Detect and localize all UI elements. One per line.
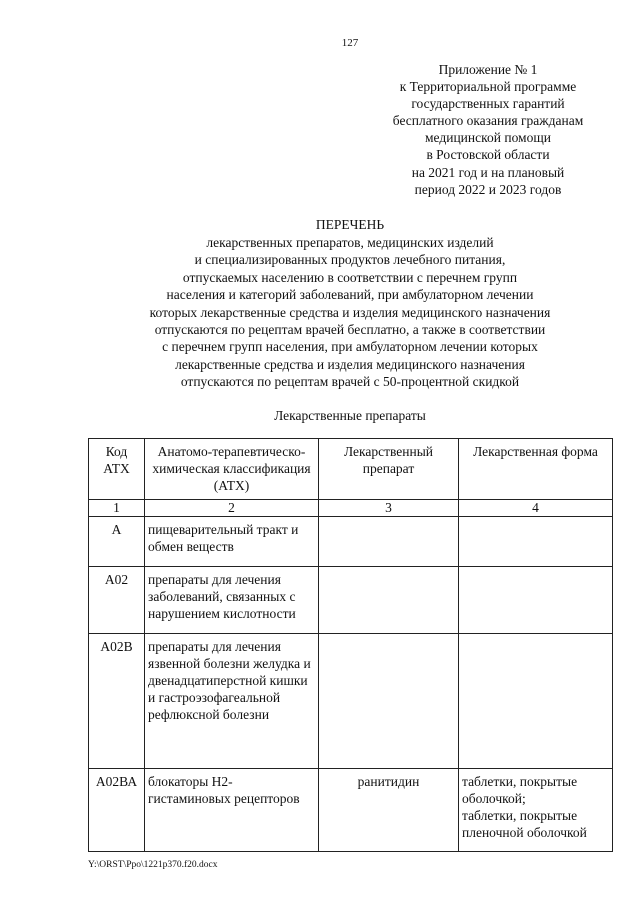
column-number: 2 <box>145 499 319 516</box>
cell-drug: ранитидин <box>319 768 459 851</box>
table-row <box>89 768 613 851</box>
cell-form <box>459 768 613 851</box>
cell-code: А02В <box>89 633 145 768</box>
column-number: 1 <box>89 499 145 516</box>
appendix-line: Приложение № 1 <box>438 62 538 77</box>
cell-code: А <box>89 516 145 566</box>
appendix-line: бесплатного оказания гражданам <box>392 113 584 129</box>
cell-classification: пищеварительный тракт и обмен веществ <box>145 516 319 566</box>
cell-drug <box>319 516 459 566</box>
cell-classification: блокаторы Н2-гистаминовых рецепторов <box>145 768 319 851</box>
appendix-line: период 2022 и 2023 годов <box>414 181 562 197</box>
cell-form <box>459 633 613 768</box>
document-subtitle <box>84 234 616 391</box>
header-drug: Лекарственный препарат <box>319 439 459 500</box>
appendix-line: в Ростовской области <box>426 147 550 163</box>
cell-classification: препараты для лечения заболеваний, связанных с нарушением кислотности <box>145 566 319 633</box>
header-code: Код АТХ <box>89 439 145 500</box>
appendix-line: государственных гарантий <box>411 96 565 112</box>
appendix-line: к Территориальной программе <box>399 79 577 95</box>
header-classification: Анатомо-терапевтическо-химическая классификация (АТХ) <box>145 439 319 500</box>
subtitle-line: населения и категорий заболеваний, при амбулаторном лечении <box>166 287 534 303</box>
form-line: таблетки, покрытые пленочной оболочкой <box>462 808 587 841</box>
cell-form <box>459 566 613 633</box>
header-form: Лекарственная форма <box>459 439 613 500</box>
drug-table <box>88 438 613 852</box>
appendix-line: на 2021 год и на плановый <box>411 164 565 180</box>
table-row <box>89 633 613 768</box>
cell-drug <box>319 633 459 768</box>
table-header-row <box>89 439 613 500</box>
page-number: 127 <box>341 37 359 49</box>
column-number-row <box>89 499 613 516</box>
appendix-block <box>376 61 600 198</box>
column-number: 4 <box>459 499 613 516</box>
appendix-line: медицинской помощи <box>425 130 551 146</box>
document-title: ПЕРЕЧЕНЬ <box>315 217 385 232</box>
form-line: таблетки, покрытые оболочкой; <box>462 773 578 806</box>
table-row <box>89 516 613 566</box>
section-title: Лекарственные препараты <box>274 408 426 423</box>
cell-code: А02ВА <box>89 768 145 851</box>
subtitle-line: и специализированных продуктов лечебного питания, <box>194 252 506 268</box>
subtitle-line: отпускаются по рецептам врачей бесплатно, а также в соответствии <box>154 322 546 338</box>
cell-classification: препараты для лечения язвенной болезни желудка и двенадцатиперстной кишки и гастроэзофагеальной рефлюксной болезни <box>145 633 319 768</box>
subtitle-line: отпускаются по рецептам врачей с 50-процентной скидкой <box>180 374 520 390</box>
subtitle-line: лекарственных препаратов, медицинских изделий <box>206 235 494 250</box>
cell-code: А02 <box>89 566 145 633</box>
table-row <box>89 566 613 633</box>
column-number: 3 <box>319 499 459 516</box>
subtitle-line: с перечнем групп населения, при амбулаторном лечении которых <box>162 339 538 355</box>
file-path-footer: Y:\ORST\Ppo\1221p370.f20.docx <box>88 860 218 870</box>
subtitle-line: лекарственные средства и изделия медицинского назначения <box>175 356 525 372</box>
cell-form <box>459 516 613 566</box>
cell-drug <box>319 566 459 633</box>
subtitle-line: отпускаемых населению в соответствии с перечнем групп <box>182 269 518 285</box>
subtitle-line: которых лекарственные средства и изделия медицинского назначения <box>149 304 551 320</box>
